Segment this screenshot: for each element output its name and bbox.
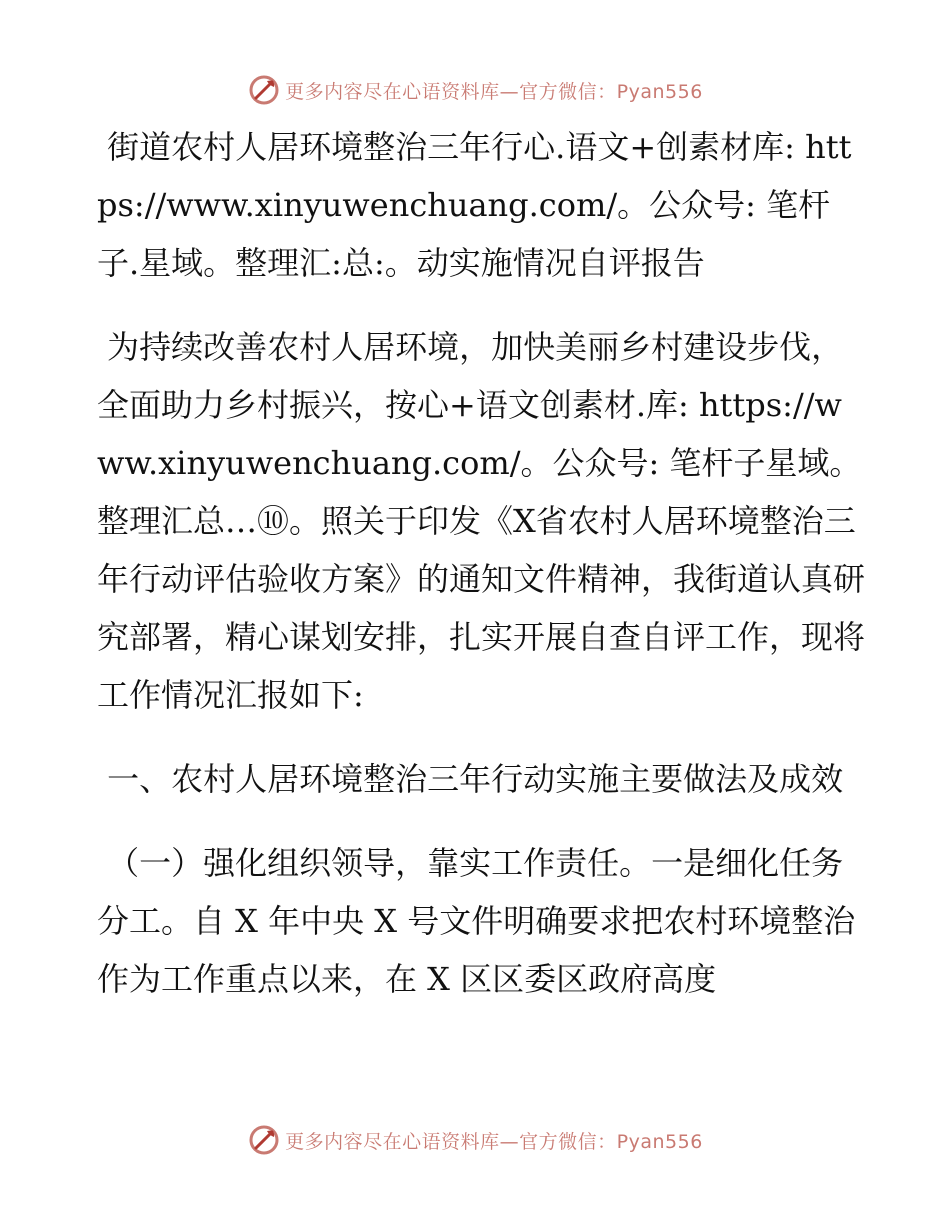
section-heading: 一、农村人居环境整治三年行动实施主要做法及成效 [97,760,844,798]
footer-watermark [0,1120,950,1160]
document-body [97,118,867,1034]
quill-logo-icon [247,1123,281,1157]
intro-paragraph: 为持续改善农村人居环境，加快美丽乡村建设步伐，全面助力乡村振兴，按心+语文创素材.库: https://www.xinyuwenchuang.com/。公众号: 笔杆子星域。整理汇总…⑩。照关于印发《X省农村人居环境整治三年行动评估验收方案》的通知文件精神，我街道认真研究部署，精心谋划安排，扎实开展自查自评工作，现将工作情况汇报如下: [97,328,866,714]
watermark-text: 更多内容尽在心语资料库—官方微信：Pyan556 [285,80,703,103]
quill-logo-icon [247,73,281,107]
header-watermark [0,70,950,110]
document-title: 街道农村人居环境整治三年行心.语文+创素材库: https://www.xinyuwenchuang.com/。公众号: 笔杆子.星域。整理汇:总:。动实施情况自评报告 [97,128,852,282]
watermark-text: 更多内容尽在心语资料库—官方微信：Pyan556 [285,1130,703,1153]
body-paragraph: （一）强化组织领导，靠实工作责任。一是细化任务分工。自 X 年中央 X 号文件明确要求把农村环境整治作为工作重点以来，在 X 区区委区政府高度 [97,844,856,998]
